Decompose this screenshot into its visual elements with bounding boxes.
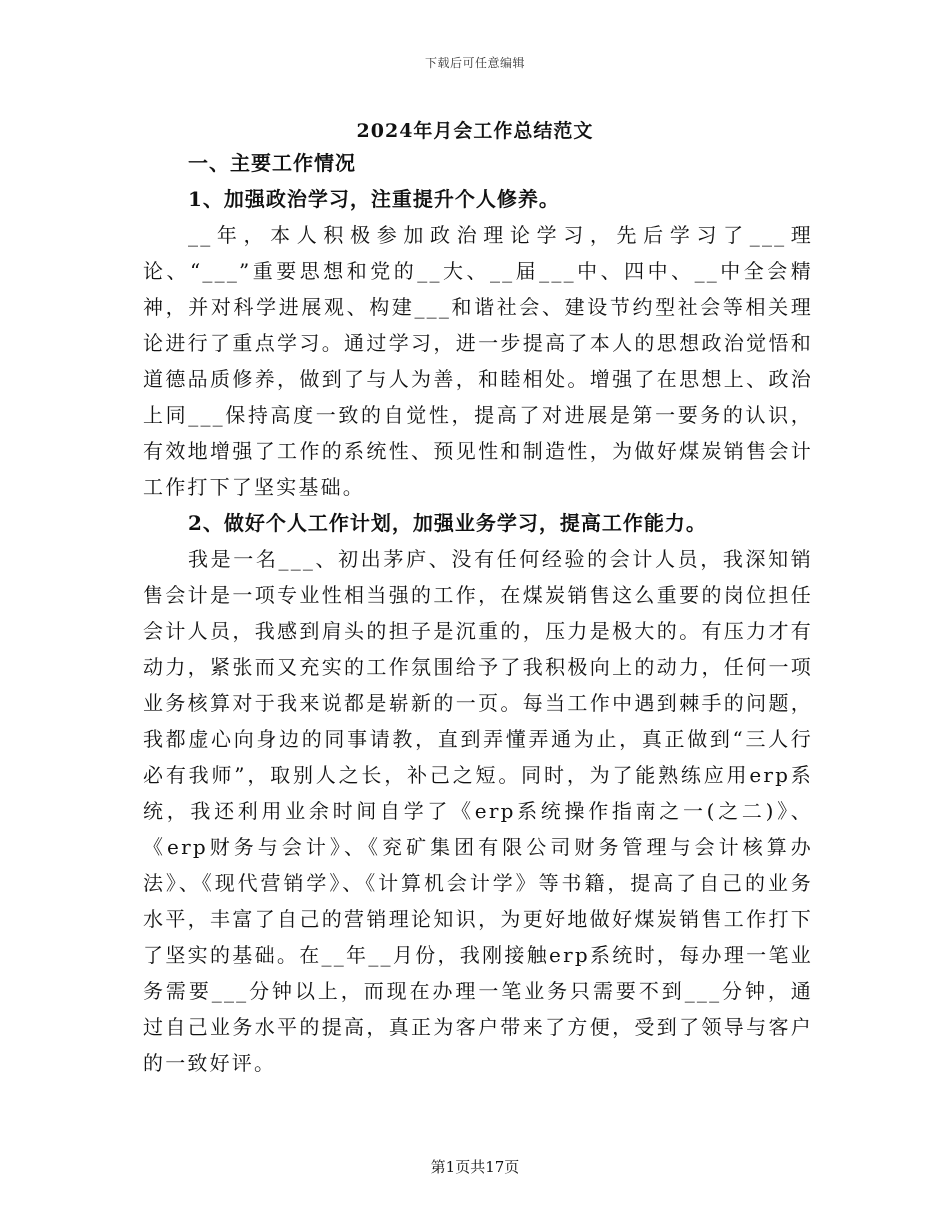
page-title: 2024年月会工作总结范文	[356, 120, 594, 142]
paragraph-1: __年，本人积极参加政治理论学习，先后学习了___理论、“___”重要思想和党的__大、__届___中、四中、__中全会精神，并对科学进展观、构建___和谐社会、建设节约型社会等相关理论进行了重点学习。通过学习，进一步提高了本人的思想政治觉悟和道德品质修养，做到了与人为善，和睦相处。增强了在思想上、政治上同___保持高度一致的自觉性，提高了对进展是第一要务的认识，有效地增强了工作的系统性、预见性和制造性，为做好煤炭销售会计工作打下了坚实基础。	[143, 223, 813, 499]
page-number: 第1页共17页	[430, 1158, 520, 1176]
header-note: 下载后可任意编辑	[424, 56, 525, 70]
subsection-heading-1: 1、加强政治学习，注重提升个人修养。	[188, 187, 560, 211]
paragraph-2: 我是一名___、初出茅庐、没有任何经验的会计人员，我深知销售会计是一项专业性相当强的工作，在煤炭销售这么重要的岗位担任会计人员，我感到肩头的担子是沉重的，压力是极大的。有压力才有动力，紧张而又充实的工作氛围给予了我积极向上的动力，任何一项业务核算对于我来说都是崭新的一页。每当工作中遇到棘手的问题，我都虚心向身边的同事请教，直到弄懂弄通为止，真正做到“三人行必有我师”，取别人之长，补己之短。同时，为了能熟练应用erp系统，我还利用业余时间自学了《erp系统操作指南之一(之二)》、《erp财务与会计》、《兖矿集团有限公司财务管理与会计核算办法》、《现代营销学》、《计算机会计学》等书籍，提高了自己的业务水平，丰富了自己的营销理论知识，为更好地做好煤炭销售工作打下了坚实的基础。在__年__月份，我刚接触erp系统时，每办理一笔业务需要___分钟以上，而现在办理一笔业务只需要不到___分钟，通过自己业务水平的提高，真正为客户带来了方便，受到了领导与客户的一致好评。	[143, 547, 813, 1075]
section-heading: 一、主要工作情况	[188, 151, 356, 175]
subsection-heading-2: 2、做好个人工作计划，加强业务学习，提高工作能力。	[188, 511, 707, 535]
document-body	[143, 145, 813, 1081]
